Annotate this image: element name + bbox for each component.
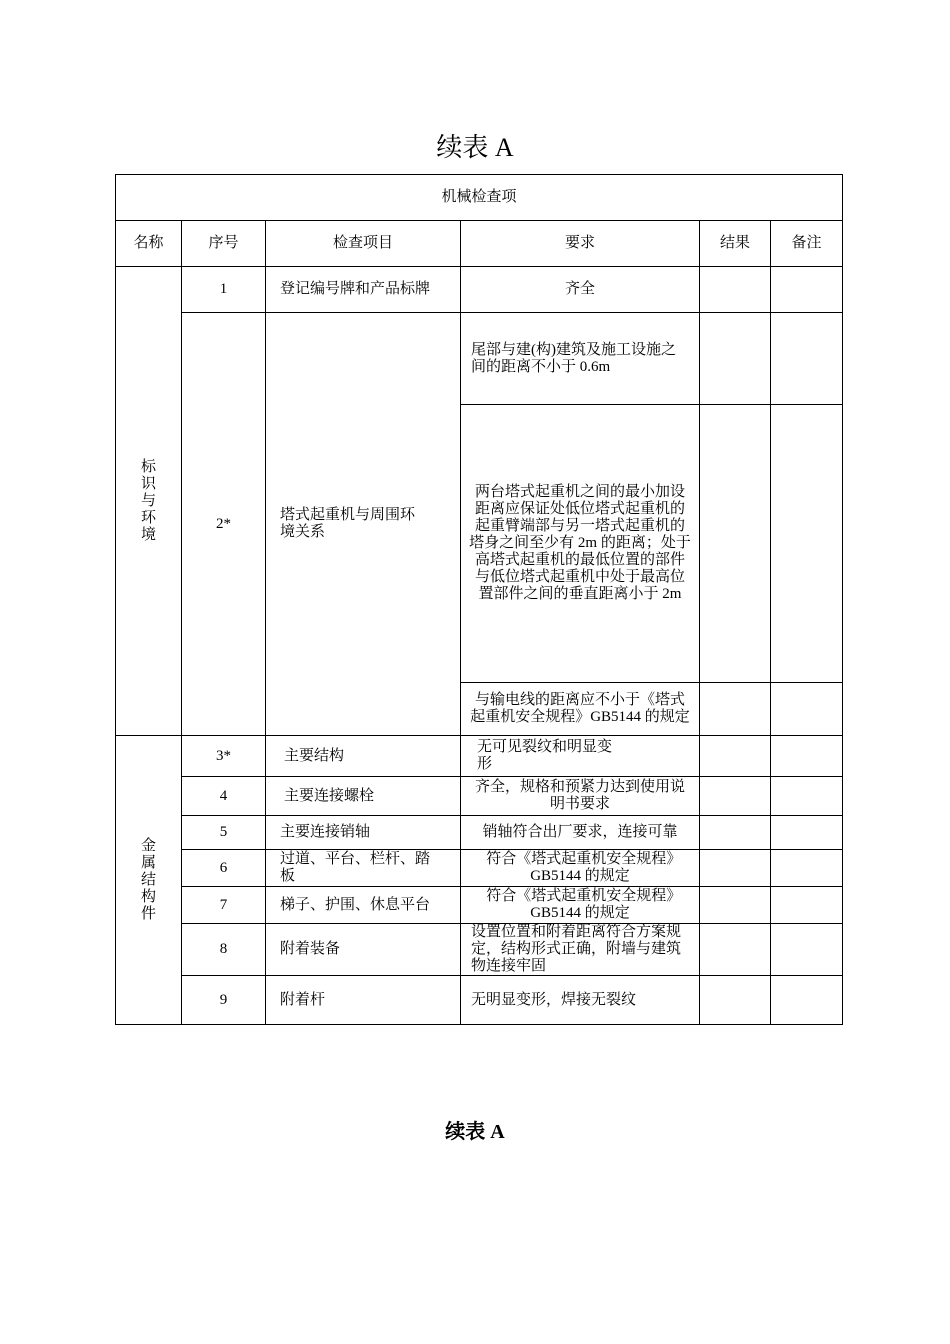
requirement-cell: 设置位置和附着距离符合方案规定，结构形式正确，附墙与建筑物连接牢固 [461, 924, 700, 976]
requirement-cell: 齐全，规格和预紧力达到使用说明书要求 [461, 777, 700, 816]
requirement-cell: 齐全 [461, 267, 700, 313]
header-item: 检查项目 [266, 221, 461, 267]
note-cell[interactable] [771, 313, 843, 405]
table-row [116, 736, 843, 777]
result-cell[interactable] [700, 405, 771, 683]
note-cell[interactable] [771, 976, 843, 1025]
note-cell[interactable] [771, 887, 843, 924]
table-row [116, 976, 843, 1025]
continued-table-title: 续表 A [445, 1121, 505, 1143]
header-name: 名称 [116, 221, 182, 267]
note-cell[interactable] [771, 736, 843, 777]
result-cell[interactable] [700, 976, 771, 1025]
result-cell[interactable] [700, 850, 771, 887]
requirement-cell: 无可见裂纹和明显变形 [461, 736, 700, 777]
result-cell[interactable] [700, 924, 771, 976]
requirement-cell: 符合《塔式起重机安全规程》GB5144 的规定 [461, 850, 700, 887]
requirement-cell: 两台塔式起重机之间的最小加设距离应保证处低位塔式起重机的起重臂端部与另一塔式起重机的塔身之间至少有 2m 的距离；处于高塔式起重机的最低位置的部件与低位塔式起重机中处于最高位置部件之间的垂直距离小于 2m [461, 405, 700, 683]
item-cell: 主要连接螺栓 [266, 777, 461, 816]
note-cell[interactable] [771, 924, 843, 976]
item-cell: 梯子、护围、休息平台 [266, 887, 461, 924]
group-name: 标识与环境 [140, 458, 156, 543]
seq-cell: 8 [182, 924, 266, 976]
seq-cell: 9 [182, 976, 266, 1025]
requirement-cell: 符合《塔式起重机安全规程》GB5144 的规定 [461, 887, 700, 924]
group-name-cell [116, 736, 182, 1025]
requirement-cell: 尾部与建(构)建筑及施工设施之间的距离不小于 0.6m [461, 313, 700, 405]
item-text: 过道、平台、栏杆、踏板 [280, 851, 431, 884]
table-row [116, 267, 843, 313]
seq-cell: 3* [182, 736, 266, 777]
table-caption: 机械检查项 [116, 175, 843, 221]
table-row [116, 850, 843, 887]
item-cell: 主要连接销轴 [266, 816, 461, 850]
page-title: 续表 A [436, 133, 514, 162]
result-cell[interactable] [700, 267, 771, 313]
item-cell: 附着装备 [266, 924, 461, 976]
table-row [116, 887, 843, 924]
header-note: 备注 [771, 221, 843, 267]
result-cell[interactable] [700, 816, 771, 850]
seq-cell: 1 [182, 267, 266, 313]
result-cell[interactable] [700, 777, 771, 816]
requirement-cell: 销轴符合出厂要求，连接可靠 [461, 816, 700, 850]
note-cell[interactable] [771, 777, 843, 816]
table-row [116, 816, 843, 850]
note-cell[interactable] [771, 816, 843, 850]
item-cell [266, 850, 461, 887]
item-cell: 登记编号牌和产品标牌 [266, 267, 461, 313]
requirement-cell: 与输电线的距离应不小于《塔式起重机安全规程》GB5144 的规定 [461, 683, 700, 736]
table-row [116, 313, 843, 405]
item-cell: 主要结构 [266, 736, 461, 777]
item-cell [266, 313, 461, 736]
result-cell[interactable] [700, 887, 771, 924]
group-name-cell [116, 267, 182, 736]
seq-cell: 7 [182, 887, 266, 924]
item-text: 塔式起重机与周围环境关系 [280, 507, 416, 540]
group-name: 金属结构件 [140, 837, 156, 922]
note-cell[interactable] [771, 405, 843, 683]
header-row [116, 221, 843, 267]
note-cell[interactable] [771, 267, 843, 313]
requirement-cell: 无明显变形，焊接无裂纹 [461, 976, 700, 1025]
seq-cell: 2* [182, 313, 266, 736]
header-requirement: 要求 [461, 221, 700, 267]
table-row [116, 777, 843, 816]
table-row [116, 924, 843, 976]
item-cell: 附着杆 [266, 976, 461, 1025]
result-cell[interactable] [700, 683, 771, 736]
header-seq: 序号 [182, 221, 266, 267]
seq-cell: 5 [182, 816, 266, 850]
result-cell[interactable] [700, 736, 771, 777]
header-result: 结果 [700, 221, 771, 267]
note-cell[interactable] [771, 683, 843, 736]
seq-cell: 4 [182, 777, 266, 816]
note-cell[interactable] [771, 850, 843, 887]
result-cell[interactable] [700, 313, 771, 405]
seq-cell: 6 [182, 850, 266, 887]
inspection-table [115, 174, 843, 1025]
